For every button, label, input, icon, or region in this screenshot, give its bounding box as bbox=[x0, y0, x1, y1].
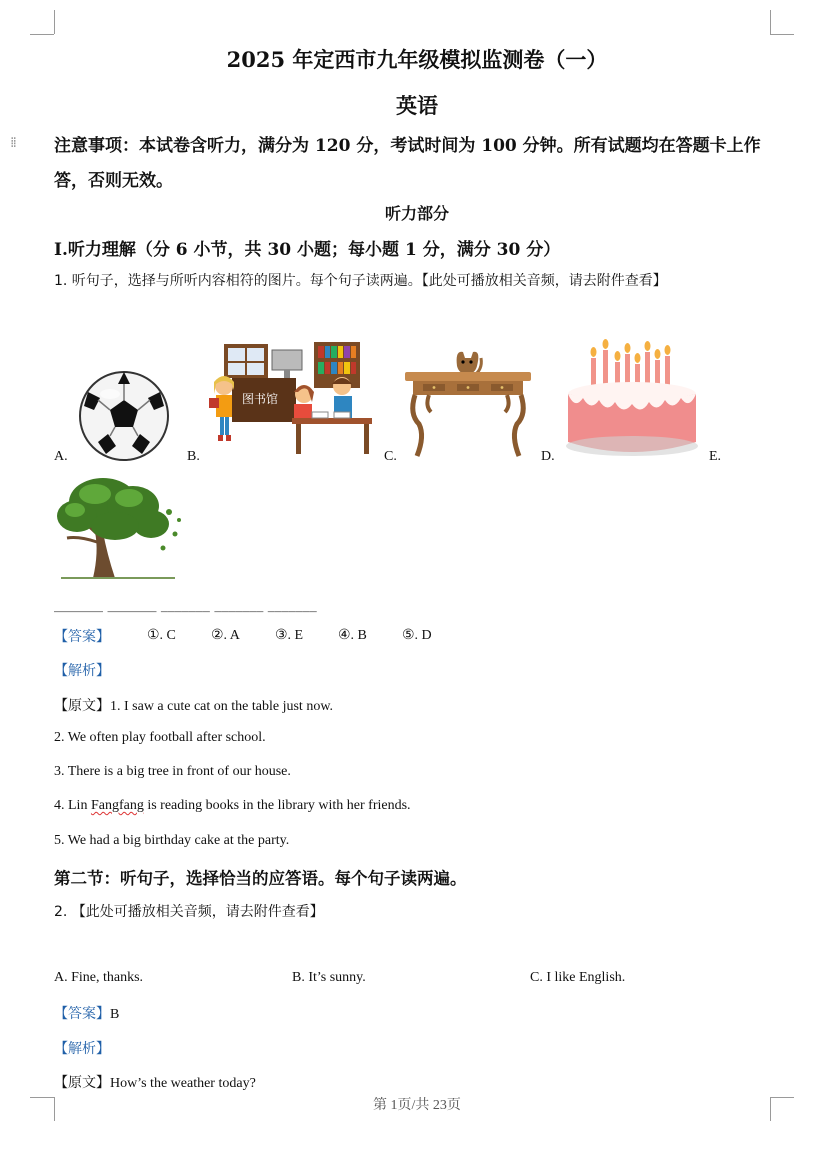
analysis-tag: 【解析】 bbox=[54, 1041, 110, 1057]
q2-transcript: 【原文】How’s the weather today? bbox=[54, 1075, 256, 1091]
tree-image bbox=[55, 472, 185, 582]
page-title: 2025 年定西市九年级模拟监测卷（一） bbox=[226, 47, 608, 72]
option-d-label: D. bbox=[541, 449, 555, 464]
question-2: 2. 【此处可播放相关音频，请去附件查看】 bbox=[54, 904, 324, 920]
q2-option-b: B. It’s sunny. bbox=[292, 970, 366, 985]
answer-item-3: ③. E bbox=[275, 628, 304, 643]
library-sign-text: 图书馆 bbox=[242, 392, 279, 406]
answer-item-4: ④. B bbox=[338, 628, 367, 643]
option-a-label: A. bbox=[54, 449, 68, 464]
q2-answer-line bbox=[54, 1003, 119, 1023]
option-c-label: C. bbox=[384, 449, 397, 464]
crop-mark-tr-h bbox=[770, 34, 794, 35]
transcript-line-3: 3. There is a big tree in front of our house. bbox=[54, 764, 291, 779]
library-scene-image bbox=[208, 340, 378, 458]
transcript-line-2: 2. We often play football after school. bbox=[54, 730, 266, 745]
part2-heading: 第二节：听句子，选择恰当的应答语。每个句子读两遍。 bbox=[54, 869, 467, 888]
part1-heading: I.听力理解（分 6 小节，共 30 小题；每小题 1 分，满分 30 分） bbox=[54, 240, 561, 260]
answer-tag: 【答案】 bbox=[54, 1006, 110, 1022]
original-tag: 【原文】 bbox=[54, 1075, 110, 1091]
crop-mark-tr-v bbox=[770, 10, 771, 34]
spellcheck-word: Fangfang bbox=[90, 798, 144, 813]
transcript-line-5: 5. We had a big birthday cake at the party. bbox=[54, 833, 290, 848]
answer-item-2: ②. A bbox=[211, 628, 240, 643]
crop-mark-tl-h bbox=[30, 34, 54, 35]
q2-option-c: C. I like English. bbox=[530, 970, 626, 985]
option-e-label: E. bbox=[709, 449, 722, 464]
q2-answer: B bbox=[110, 1007, 120, 1022]
option-b-label: B. bbox=[187, 449, 200, 464]
page-footer: 第 1页/共 23页 bbox=[373, 1098, 461, 1113]
answer-item-5: ⑤. D bbox=[402, 628, 432, 643]
transcript-line-1: 【原文】1. I saw a cute cat on the table just now. bbox=[54, 698, 334, 714]
question-1: 1. 听句子，选择与所听内容相符的图片。每个句子读两遍。【此处可播放相关音频，请去附件查看】 bbox=[54, 273, 667, 289]
answer-tag: 【答案】 bbox=[54, 629, 110, 645]
transcript-line-4: 4. Lin Fangfang is reading books in the library with her friends. bbox=[54, 798, 411, 813]
soccer-ball-image bbox=[78, 370, 170, 462]
original-tag: 【原文】 bbox=[54, 698, 110, 714]
answer-item-1: ①. C bbox=[147, 628, 176, 643]
answer-blanks: _______ _______ _______ _______ _______ bbox=[54, 597, 317, 613]
drag-handle-icon[interactable]: ⁞⁞ bbox=[10, 135, 15, 151]
section-title: 听力部分 bbox=[384, 204, 449, 223]
birthday-cake-image bbox=[563, 338, 701, 460]
analysis-tag: 【解析】 bbox=[54, 663, 110, 679]
notice-paragraph: 注意事项：本试卷含听力，满分为 120 分，考试时间为 100 分钟。所有试题均在答题卡上作答，否则无效。 bbox=[54, 136, 761, 191]
cat-on-table-image bbox=[405, 344, 531, 460]
subject-title: 英语 bbox=[396, 93, 438, 118]
q2-option-a: A. Fine, thanks. bbox=[54, 970, 144, 985]
crop-mark-tl-v bbox=[54, 10, 55, 34]
